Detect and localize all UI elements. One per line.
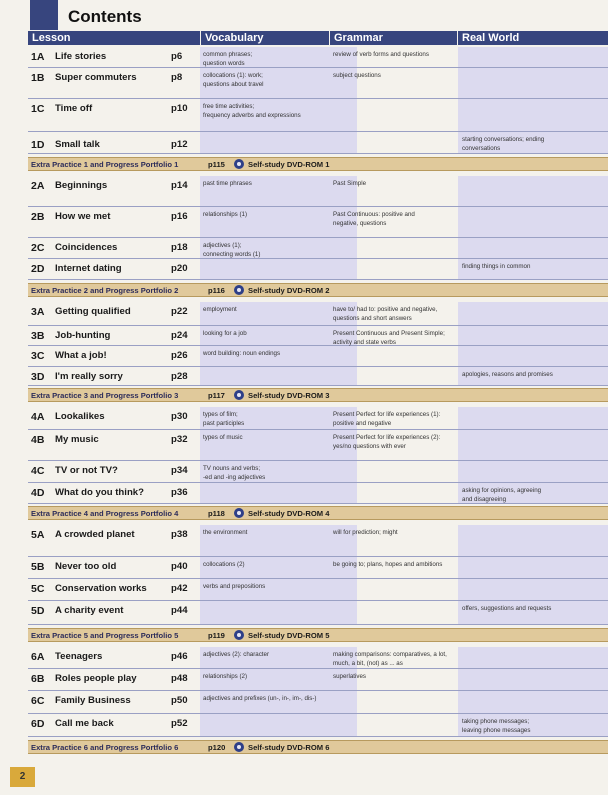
lesson-title: Roles people play [55, 673, 137, 684]
lesson-page: p26 [171, 350, 188, 361]
lesson-code: 3D [31, 371, 45, 383]
extra-practice-bar [28, 157, 608, 171]
dvd-label: Self-study DVD-ROM 2 [248, 286, 330, 295]
extra-practice-page: p117 [208, 391, 225, 400]
lesson-row[interactable] [28, 176, 608, 207]
lesson-page: p44 [171, 605, 188, 616]
lesson-row[interactable] [28, 601, 608, 625]
lesson-title: What a job! [55, 350, 107, 361]
lesson-title: Job-hunting [55, 330, 111, 341]
vocabulary-cell: adjectives (2): character [203, 651, 270, 658]
vocabulary-cell: looking for a job [203, 330, 247, 337]
lesson-page: p30 [171, 411, 188, 422]
lesson-page: p38 [171, 529, 188, 540]
grammar-cell: Past Simple [333, 180, 367, 187]
lesson-code: 2C [31, 242, 45, 254]
lesson-title: Family Business [55, 695, 131, 706]
grammar-cell: review of verb forms and questions [333, 51, 429, 58]
real-world-cell: offers, suggestions and requests [462, 605, 552, 612]
lesson-code: 3C [31, 350, 45, 362]
lesson-title: How we met [55, 211, 111, 222]
lesson-title: A charity event [55, 605, 124, 616]
lesson-code: 1C [31, 103, 45, 115]
real-world-cell: finding things in common [462, 263, 531, 270]
lesson-code: 6C [31, 695, 45, 707]
extra-practice-label: Extra Practice 5 and Progress Portfolio 5 [31, 631, 179, 640]
lesson-code: 2D [31, 263, 45, 275]
lesson-title: Beginnings [55, 180, 108, 191]
lesson-code: 6A [31, 651, 45, 663]
lesson-row[interactable] [28, 326, 608, 346]
dvd-label: Self-study DVD-ROM 1 [248, 160, 330, 169]
vocabulary-cell: collocations (2) [203, 561, 245, 568]
grammar-cell: Present Continuous and Present Simple; activity and state verbs [333, 330, 445, 346]
lesson-title: Super commuters [55, 72, 137, 83]
dvd-icon [234, 159, 244, 169]
real-world-cell: asking for opinions, agreeing and disagreeing [462, 487, 542, 503]
lesson-title: Teenagers [55, 651, 103, 662]
lesson-row[interactable] [28, 579, 608, 601]
vocabulary-cell: TV nouns and verbs; -ed and -ing adjectives [203, 465, 266, 481]
dvd-label: Self-study DVD-ROM 3 [248, 391, 330, 400]
lesson-row[interactable] [28, 407, 608, 430]
lesson-code: 6D [31, 718, 45, 730]
real-world-cell: apologies, reasons and promises [462, 371, 553, 378]
extra-practice-label: Extra Practice 1 and Progress Portfolio 1 [31, 160, 179, 169]
lesson-title: Conservation works [55, 583, 147, 594]
lesson-row[interactable] [28, 47, 608, 68]
lesson-row[interactable] [28, 238, 608, 259]
lesson-code: 4D [31, 487, 45, 499]
lesson-page: p10 [171, 103, 188, 114]
grammar-cell: be going to; plans, hopes and ambitions [333, 561, 443, 568]
lesson-title: A crowded planet [55, 529, 135, 540]
lesson-page: p40 [171, 561, 188, 572]
lesson-page: p52 [171, 718, 188, 729]
vocabulary-cell: employment [203, 306, 237, 313]
lesson-code: 4B [31, 434, 45, 446]
dvd-label: Self-study DVD-ROM 4 [248, 509, 330, 518]
vocabulary-cell: past time phrases [203, 180, 252, 187]
lesson-row[interactable] [28, 714, 608, 737]
lesson-row[interactable] [28, 557, 608, 579]
lesson-page: p12 [171, 139, 188, 150]
vocabulary-cell: common phrases; question words [203, 51, 253, 67]
lesson-page: p46 [171, 651, 188, 662]
lesson-page: p18 [171, 242, 188, 253]
lesson-row[interactable] [28, 669, 608, 691]
lesson-row[interactable] [28, 302, 608, 326]
lesson-title: I'm really sorry [55, 371, 123, 382]
lesson-title: Lookalikes [55, 411, 105, 422]
dvd-icon [234, 630, 244, 640]
grammar-cell: Present Perfect for life experiences (1): positive and negative [333, 411, 441, 427]
vocabulary-cell: types of film; past participles [203, 411, 245, 427]
lesson-code: 3B [31, 330, 45, 342]
lesson-code: 3A [31, 306, 45, 318]
vocabulary-cell: free time activities; frequency adverbs and expressions [203, 103, 301, 119]
lesson-title: Life stories [55, 51, 107, 62]
lesson-code: 1D [31, 139, 45, 151]
lesson-row[interactable] [28, 132, 608, 154]
vocabulary-cell: collocations (1): work; questions about travel [203, 72, 264, 88]
lesson-page: p34 [171, 465, 188, 476]
lesson-code: 2A [31, 180, 45, 192]
vocabulary-cell: the environment [203, 529, 248, 536]
extra-practice-page: p116 [208, 286, 225, 295]
lesson-code: 6B [31, 673, 45, 685]
extra-practice-page: p119 [208, 631, 225, 640]
column-header-vocabulary: Vocabulary [201, 31, 329, 45]
column-header-lesson: Lesson [28, 31, 200, 45]
extra-practice-bar [28, 628, 608, 642]
extra-practice-bar [28, 283, 608, 297]
vocabulary-cell: adjectives and prefixes (un-, in-, im-, dis-) [203, 695, 317, 702]
extra-practice-label: Extra Practice 2 and Progress Portfolio 2 [31, 286, 179, 295]
lesson-title: TV or not TV? [55, 465, 118, 476]
dvd-icon [234, 390, 244, 400]
lesson-page: p24 [171, 330, 188, 341]
real-world-cell: starting conversations; ending conversations [462, 136, 545, 152]
extra-practice-bar [28, 740, 608, 754]
lesson-row[interactable] [28, 483, 608, 504]
lesson-code: 2B [31, 211, 45, 223]
lesson-page: p14 [171, 180, 188, 191]
column-header-real-world: Real World [458, 31, 608, 45]
extra-practice-bar [28, 506, 608, 520]
vocabulary-cell: relationships (1) [203, 211, 248, 218]
lesson-code: 1A [31, 51, 45, 63]
lesson-row[interactable] [28, 647, 608, 669]
extra-practice-label: Extra Practice 4 and Progress Portfolio 4 [31, 509, 179, 518]
lesson-page: p50 [171, 695, 188, 706]
grammar-cell: have to/ had to: positive and negative, questions and short answers [333, 306, 438, 322]
vocabulary-cell: relationships (2) [203, 673, 248, 680]
grammar-cell: making comparisons: comparatives, a lot, much, a bit, (not) as ... as [333, 651, 447, 667]
lesson-title: My music [55, 434, 99, 445]
dvd-label: Self-study DVD-ROM 6 [248, 743, 330, 752]
lesson-row[interactable] [28, 207, 608, 238]
dvd-icon [234, 508, 244, 518]
extra-practice-label: Extra Practice 6 and Progress Portfolio 6 [31, 743, 179, 752]
vocabulary-cell: types of music [203, 434, 243, 441]
lesson-page: p32 [171, 434, 188, 445]
real-world-cell: taking phone messages; leaving phone messages [462, 718, 531, 734]
vocabulary-cell: adjectives (1); connecting words (1) [203, 242, 261, 258]
grammar-cell: superlatives [333, 673, 367, 680]
grammar-cell: will for prediction; might [333, 529, 398, 536]
lesson-title: Internet dating [55, 263, 122, 274]
grammar-cell: subject questions [333, 72, 381, 79]
column-header-grammar: Grammar [330, 31, 457, 45]
page-title: Contents [68, 7, 142, 26]
lesson-page: p6 [171, 51, 183, 62]
dvd-icon [234, 742, 244, 752]
lesson-row[interactable] [28, 430, 608, 461]
extra-practice-page: p118 [208, 509, 225, 518]
lesson-page: p16 [171, 211, 188, 222]
lesson-row[interactable] [28, 691, 608, 714]
lesson-page: p22 [171, 306, 188, 317]
extra-practice-page: p115 [208, 160, 225, 169]
lesson-row[interactable] [28, 68, 608, 99]
lesson-row[interactable] [28, 259, 608, 280]
lesson-title: Getting qualified [55, 306, 131, 317]
dvd-label: Self-study DVD-ROM 5 [248, 631, 330, 640]
lesson-code: 1B [31, 72, 45, 84]
lesson-row[interactable] [28, 461, 608, 483]
grammar-cell: Past Continuous: positive and negative, questions [333, 211, 415, 227]
lesson-page: p48 [171, 673, 188, 684]
lesson-row[interactable] [28, 367, 608, 386]
lesson-title: Call me back [55, 718, 114, 729]
lesson-row[interactable] [28, 525, 608, 557]
lesson-title: Small talk [55, 139, 100, 150]
lesson-page: p20 [171, 263, 188, 274]
lesson-page: p42 [171, 583, 188, 594]
lesson-page: p36 [171, 487, 188, 498]
lesson-page: p8 [171, 72, 183, 83]
lesson-row[interactable] [28, 99, 608, 132]
lesson-code: 5D [31, 605, 45, 617]
vocabulary-cell: verbs and prepositions [203, 583, 266, 590]
lesson-row[interactable] [28, 346, 608, 367]
lesson-code: 5C [31, 583, 45, 595]
lesson-page: p28 [171, 371, 188, 382]
lesson-title: Never too old [55, 561, 117, 572]
extra-practice-page: p120 [208, 743, 226, 752]
page-number: 2 [10, 767, 35, 787]
extra-practice-bar [28, 388, 608, 402]
grammar-cell: Present Perfect for life experiences (2): yes/no questions with ever [333, 434, 441, 450]
lesson-code: 5A [31, 529, 45, 541]
lesson-title: Time off [55, 103, 93, 114]
lesson-title: What do you think? [55, 487, 144, 498]
lesson-title: Coincidences [55, 242, 118, 253]
lesson-code: 5B [31, 561, 45, 573]
vocabulary-cell: word building: noun endings [203, 350, 281, 357]
dvd-icon [234, 285, 244, 295]
lesson-code: 4A [31, 411, 45, 423]
extra-practice-label: Extra Practice 3 and Progress Portfolio 3 [31, 391, 179, 400]
lesson-code: 4C [31, 465, 45, 477]
